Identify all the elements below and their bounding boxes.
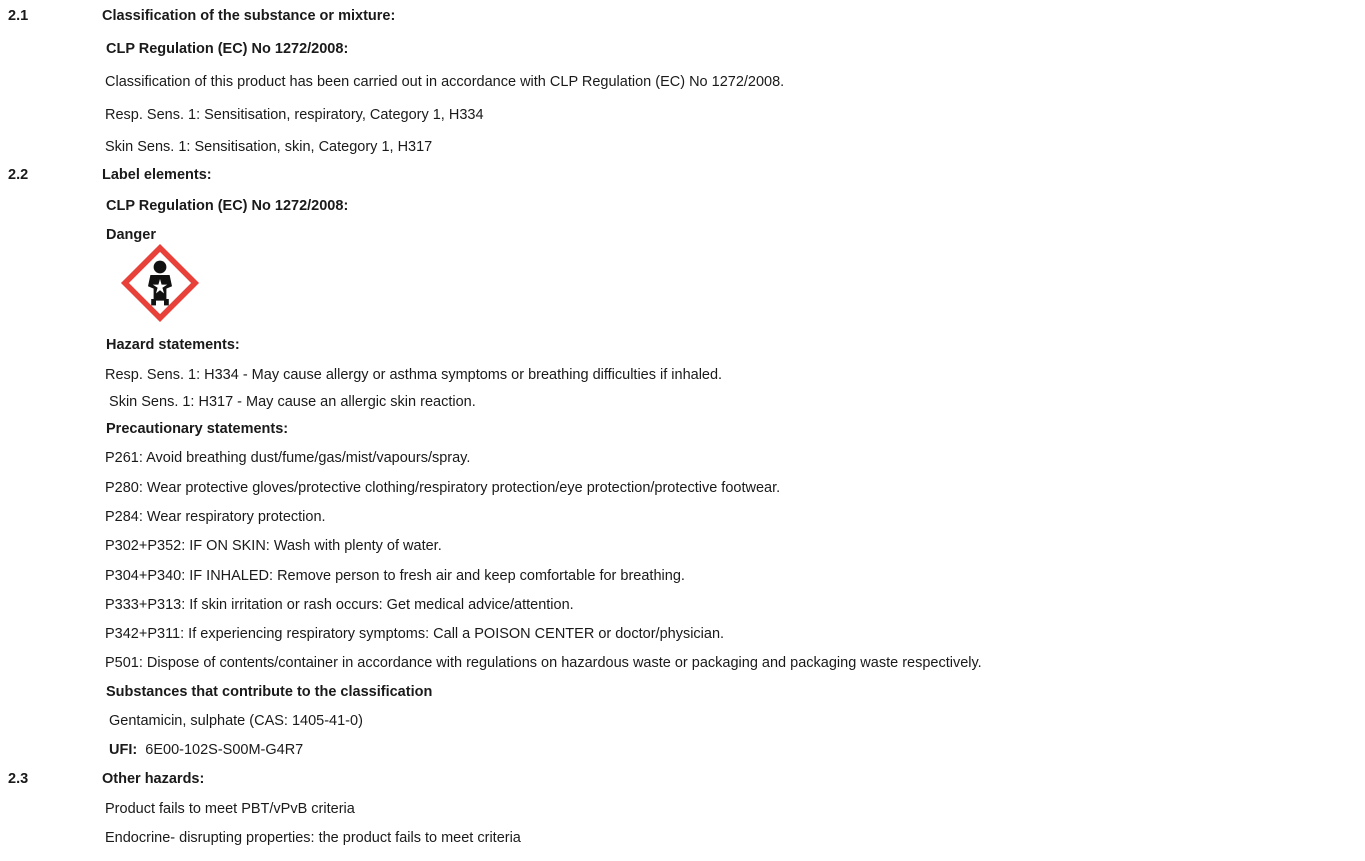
section-number-2-1: 2.1 [8, 8, 29, 24]
classification-text: Resp. Sens. 1: Sensitisation, respiratory, Category 1, H334 [105, 107, 484, 123]
ufi-value: 6E00-102S-S00M-G4R7 [137, 742, 304, 758]
precautionary-statement: P280: Wear protective gloves/protective clothing/respiratory protection/eye protection/protective footwear. [105, 480, 781, 496]
regulation-heading: CLP Regulation (EC) No 1272/2008: [106, 198, 349, 214]
section-title-other-hazards: Other hazards: [102, 771, 205, 787]
classification-text: Skin Sens. 1: Sensitisation, skin, Category 1, H317 [105, 139, 433, 155]
section-number-2-2: 2.2 [8, 167, 29, 183]
precautionary-statement: P304+P340: IF INHALED: Remove person to fresh air and keep comfortable for breathing. [105, 568, 685, 584]
precautionary-statement: P261: Avoid breathing dust/fume/gas/mist/vapours/spray. [105, 450, 471, 466]
contributing-substance: Gentamicin, sulphate (CAS: 1405-41-0) [105, 713, 363, 729]
section-title-classification: Classification of the substance or mixture: [102, 8, 396, 24]
precautionary-statement: P333+P313: If skin irritation or rash occurs: Get medical advice/attention. [105, 597, 574, 613]
precautionary-statement: P302+P352: IF ON SKIN: Wash with plenty of water. [105, 538, 442, 554]
hazard-statements-heading: Hazard statements: [106, 337, 240, 353]
substances-heading: Substances that contribute to the classification [106, 684, 433, 700]
regulation-heading: CLP Regulation (EC) No 1272/2008: [106, 41, 349, 57]
precautionary-statement: P284: Wear respiratory protection. [105, 509, 326, 525]
precautionary-statement: P342+P311: If experiencing respiratory symptoms: Call a POISON CENTER or doctor/physician. [105, 626, 725, 642]
section-number-2-3: 2.3 [8, 771, 29, 787]
precautionary-statement: P501: Dispose of contents/container in accordance with regulations on hazardous waste or packaging and packaging waste respectively. [105, 655, 982, 671]
other-hazard-text: Product fails to meet PBT/vPvB criteria [105, 801, 355, 817]
ufi-line [105, 741, 303, 760]
signal-word: Danger [106, 227, 156, 243]
hazard-statement: Resp. Sens. 1: H334 - May cause allergy or asthma symptoms or breathing difficulties if inhaled. [105, 367, 723, 383]
health-hazard-icon [120, 243, 200, 323]
classification-text: Classification of this product has been carried out in accordance with CLP Regulation (EC) No 1272/2008. [105, 74, 785, 90]
section-title-label-elements: Label elements: [102, 167, 212, 183]
hazard-statement: Skin Sens. 1: H317 - May cause an allergic skin reaction. [105, 394, 476, 410]
ufi-label: UFI: [105, 742, 138, 758]
precautionary-statements-heading: Precautionary statements: [106, 421, 289, 437]
other-hazard-text: Endocrine- disrupting properties: the product fails to meet criteria [105, 830, 521, 846]
